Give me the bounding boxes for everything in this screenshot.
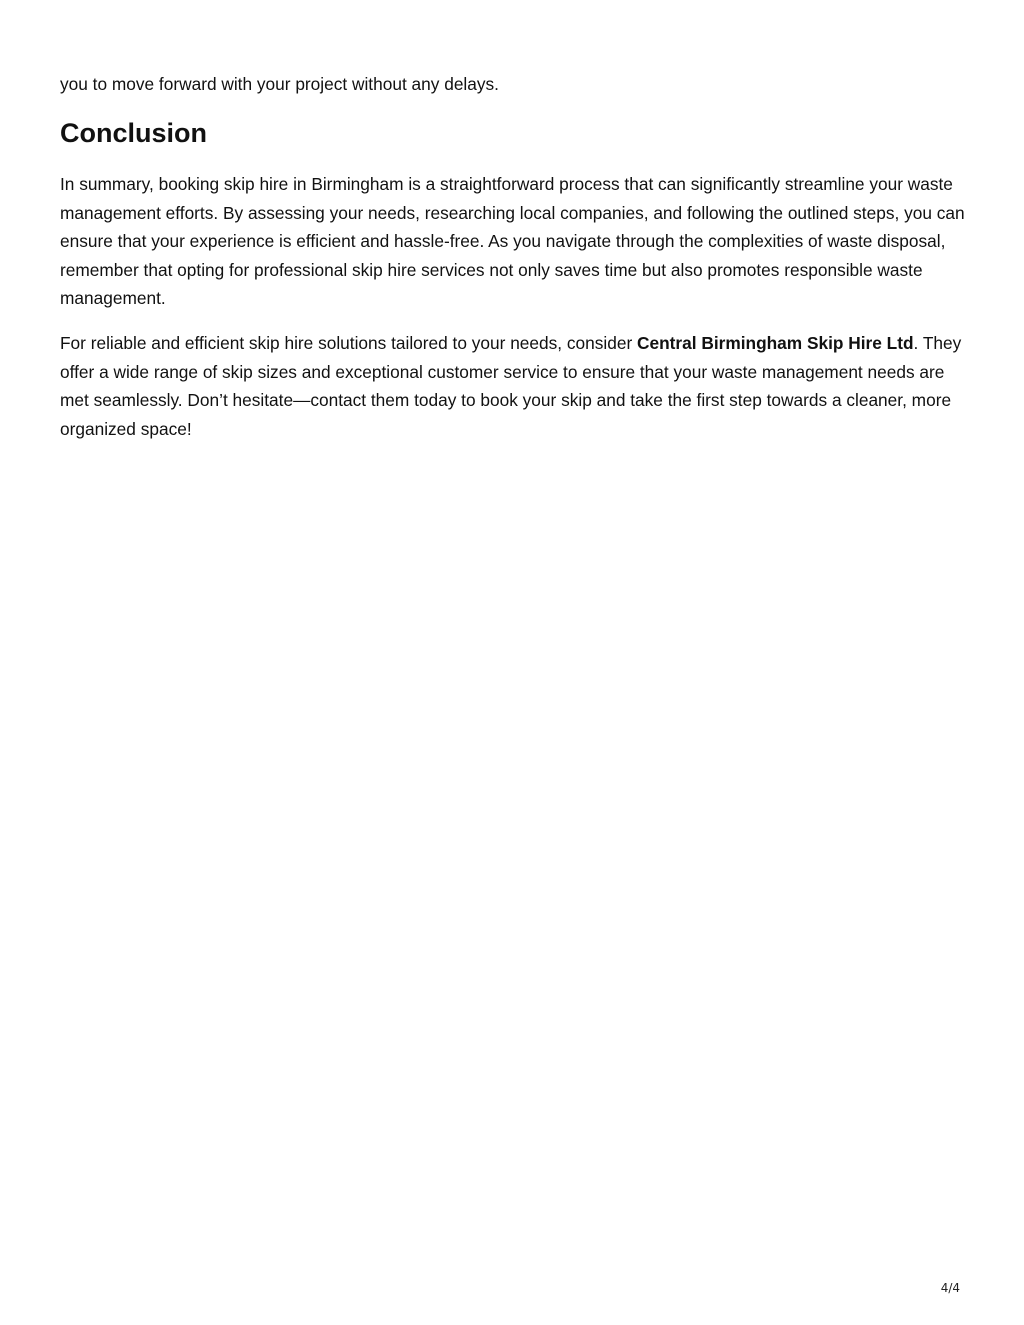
document-body	[60, 70, 965, 443]
lead-paragraph: you to move forward with your project without any delays.	[60, 74, 499, 94]
page-number: 4/4	[940, 1281, 960, 1295]
recommendation-paragraph	[60, 329, 965, 443]
recommendation-text-before: For reliable and efficient skip hire solutions tailored to your needs, consider	[60, 333, 637, 354]
recommendation-text-after: . They offer a wide range of skip sizes and exceptional customer service to ensure that your waste management needs are met seamlessly. Don’t hesitate—contact them today to book your skip and take the first step towards a cleaner, more organized space!	[60, 333, 962, 439]
summary-paragraph: In summary, booking skip hire in Birmingham is a straightforward process that can significantly streamline your waste management efforts. By assessing your needs, researching local companies, and following the outlined steps, you can ensure that your experience is efficient and hassle-free. As you navigate through the complexities of waste disposal, remember that opting for professional skip hire services not only saves time but also promotes responsible waste management.	[60, 174, 965, 309]
company-name: Central Birmingham Skip Hire Ltd	[637, 333, 914, 354]
section-heading: Conclusion	[60, 118, 207, 149]
